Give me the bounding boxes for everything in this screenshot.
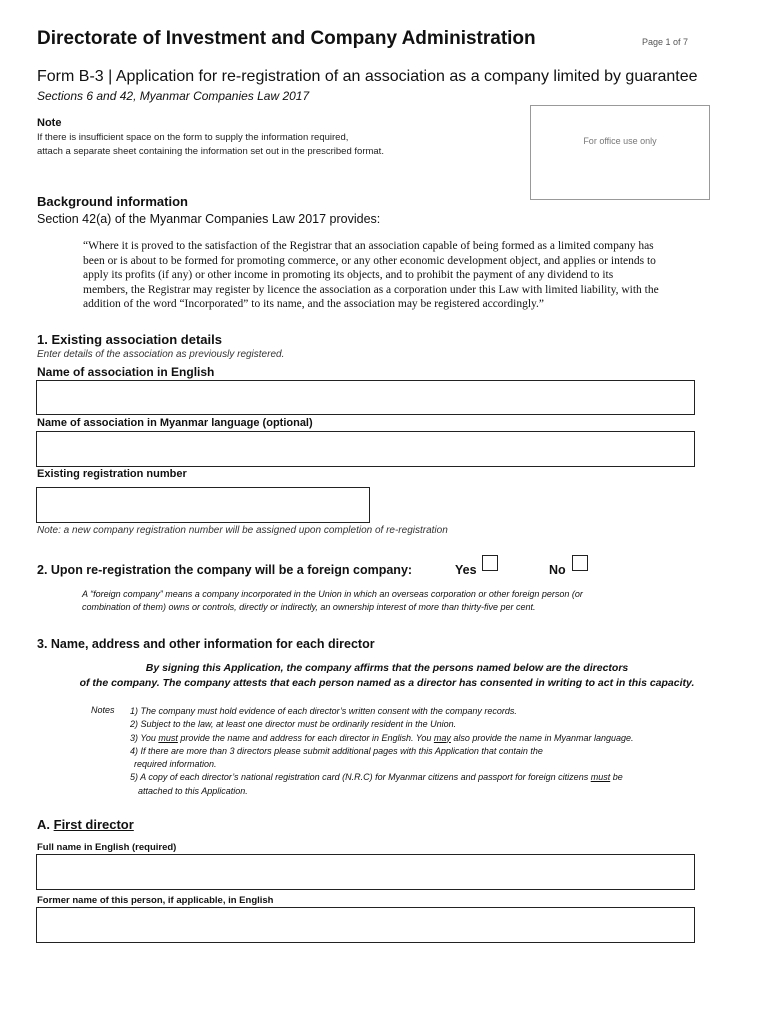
note-emphasis: must [158, 732, 178, 743]
note-item: 4) If there are more than 3 directors please submit additional pages with this Application that contain the [130, 745, 543, 756]
director-title: First director [53, 817, 134, 832]
note-line: If there is insufficient space on the form to supply the information required, [37, 132, 349, 143]
note-item [130, 732, 740, 745]
yes-checkbox[interactable] [482, 555, 498, 571]
note-text: 3) You [130, 732, 159, 743]
affirmation-line: of the company. The company attests that each person named as a director has consented in writing to act in this capacity. [79, 677, 695, 689]
former-name-field[interactable] [36, 907, 695, 943]
note-text: also provide the name in Myanmar language. [450, 732, 634, 743]
background-subheading: Section 42(a) of the Myanmar Companies Law 2017 provides: [37, 212, 381, 226]
name-myanmar-field[interactable] [36, 431, 695, 467]
quote-line: members, the Registrar may register by licence the association as a corporation under this Law with limited liability, with the [83, 283, 659, 296]
note-line: attach a separate sheet containing the information set out in the prescribed format. [37, 146, 384, 157]
director-prefix: A. [37, 817, 54, 832]
note-text: 5) A copy of each director’s national registration card (N.R.C) for Myanmar citizens and passport for foreign citizens [130, 772, 591, 783]
notes-list [130, 705, 740, 798]
note-item-continued: attached to this Application. [138, 785, 248, 796]
registration-number-field[interactable] [36, 487, 370, 523]
definition-line: A “foreign company” means a company incorporated in the Union in which an overseas corporation or other foreign person (or [82, 589, 583, 599]
note-emphasis: must [590, 772, 611, 783]
quote-line: addition of the word “Incorporated” to its name, and the association may be registered accordingly.” [83, 298, 545, 310]
no-label: No [549, 563, 566, 577]
name-myanmar-label: Name of association in Myanmar language (optional) [37, 417, 313, 429]
notes-label: Notes [91, 705, 115, 715]
form-legal-reference: Sections 6 and 42, Myanmar Companies Law 2017 [37, 89, 310, 103]
law-quote [83, 239, 735, 312]
section1-instruction: Enter details of the association as previously registered. [37, 349, 285, 360]
no-checkbox[interactable] [572, 555, 588, 571]
director-affirmation [37, 661, 737, 691]
name-english-label: Name of association in English [37, 365, 215, 379]
quote-line: apply its profits (if any) or other income in promoting its objects, and to prohibit the payment of any dividend to its [83, 269, 614, 281]
foreign-company-question: 2. Upon re-registration the company will be a foreign company: [37, 563, 413, 577]
office-use-label: For office use only [583, 136, 657, 146]
yes-label: Yes [455, 563, 477, 577]
note-text: be [610, 772, 623, 783]
full-name-label: Full name in English (required) [37, 842, 177, 853]
registration-number-label: Existing registration number [37, 468, 187, 480]
note-item [130, 771, 740, 784]
page-title: Directorate of Investment and Company Administration [37, 28, 536, 49]
page-number: Page 1 of 7 [642, 37, 689, 47]
former-name-label: Former name of this person, if applicable, in English [37, 895, 274, 906]
section2-heading [37, 563, 412, 577]
quote-line: been or is about to be formed for promoting commerce, or any other economic development object, and applies or intends to [83, 254, 656, 267]
first-director-heading [37, 817, 134, 832]
form-title: Form B-3 | Application for re-registration of an association as a company limited by guarantee [37, 68, 698, 85]
background-heading: Background information [37, 194, 188, 209]
office-use-box [530, 105, 710, 200]
note-heading: Note [37, 117, 62, 129]
note-item-continued: required information. [134, 759, 217, 770]
quote-line: “Where it is proved to the satisfaction of the Registrar that an association capable of being formed as a limited company has [83, 240, 654, 252]
section1-heading: 1. Existing association details [37, 332, 222, 347]
note-item: 1) The company must hold evidence of each director’s written consent with the company records. [130, 706, 517, 716]
note-text: provide the name and address for each director in English. You [177, 732, 434, 743]
registration-note: Note: a new company registration number will be assigned upon completion of re-registration [37, 525, 448, 536]
definition-line: combination of them) owns or controls, directly or indirectly, an ownership interest of more than thirty-five per cent. [82, 602, 536, 612]
foreign-company-definition [82, 588, 722, 614]
section3-heading: 3. Name, address and other information for each director [37, 637, 375, 651]
affirmation-line: By signing this Application, the company affirms that the persons named below are the directors [145, 662, 629, 674]
name-english-field[interactable] [36, 380, 695, 415]
full-name-field[interactable] [36, 854, 695, 890]
note-item: 2) Subject to the law, at least one director must be ordinarily resident in the Union. [130, 719, 457, 730]
note-emphasis: may [433, 732, 451, 743]
note-text [37, 131, 384, 159]
